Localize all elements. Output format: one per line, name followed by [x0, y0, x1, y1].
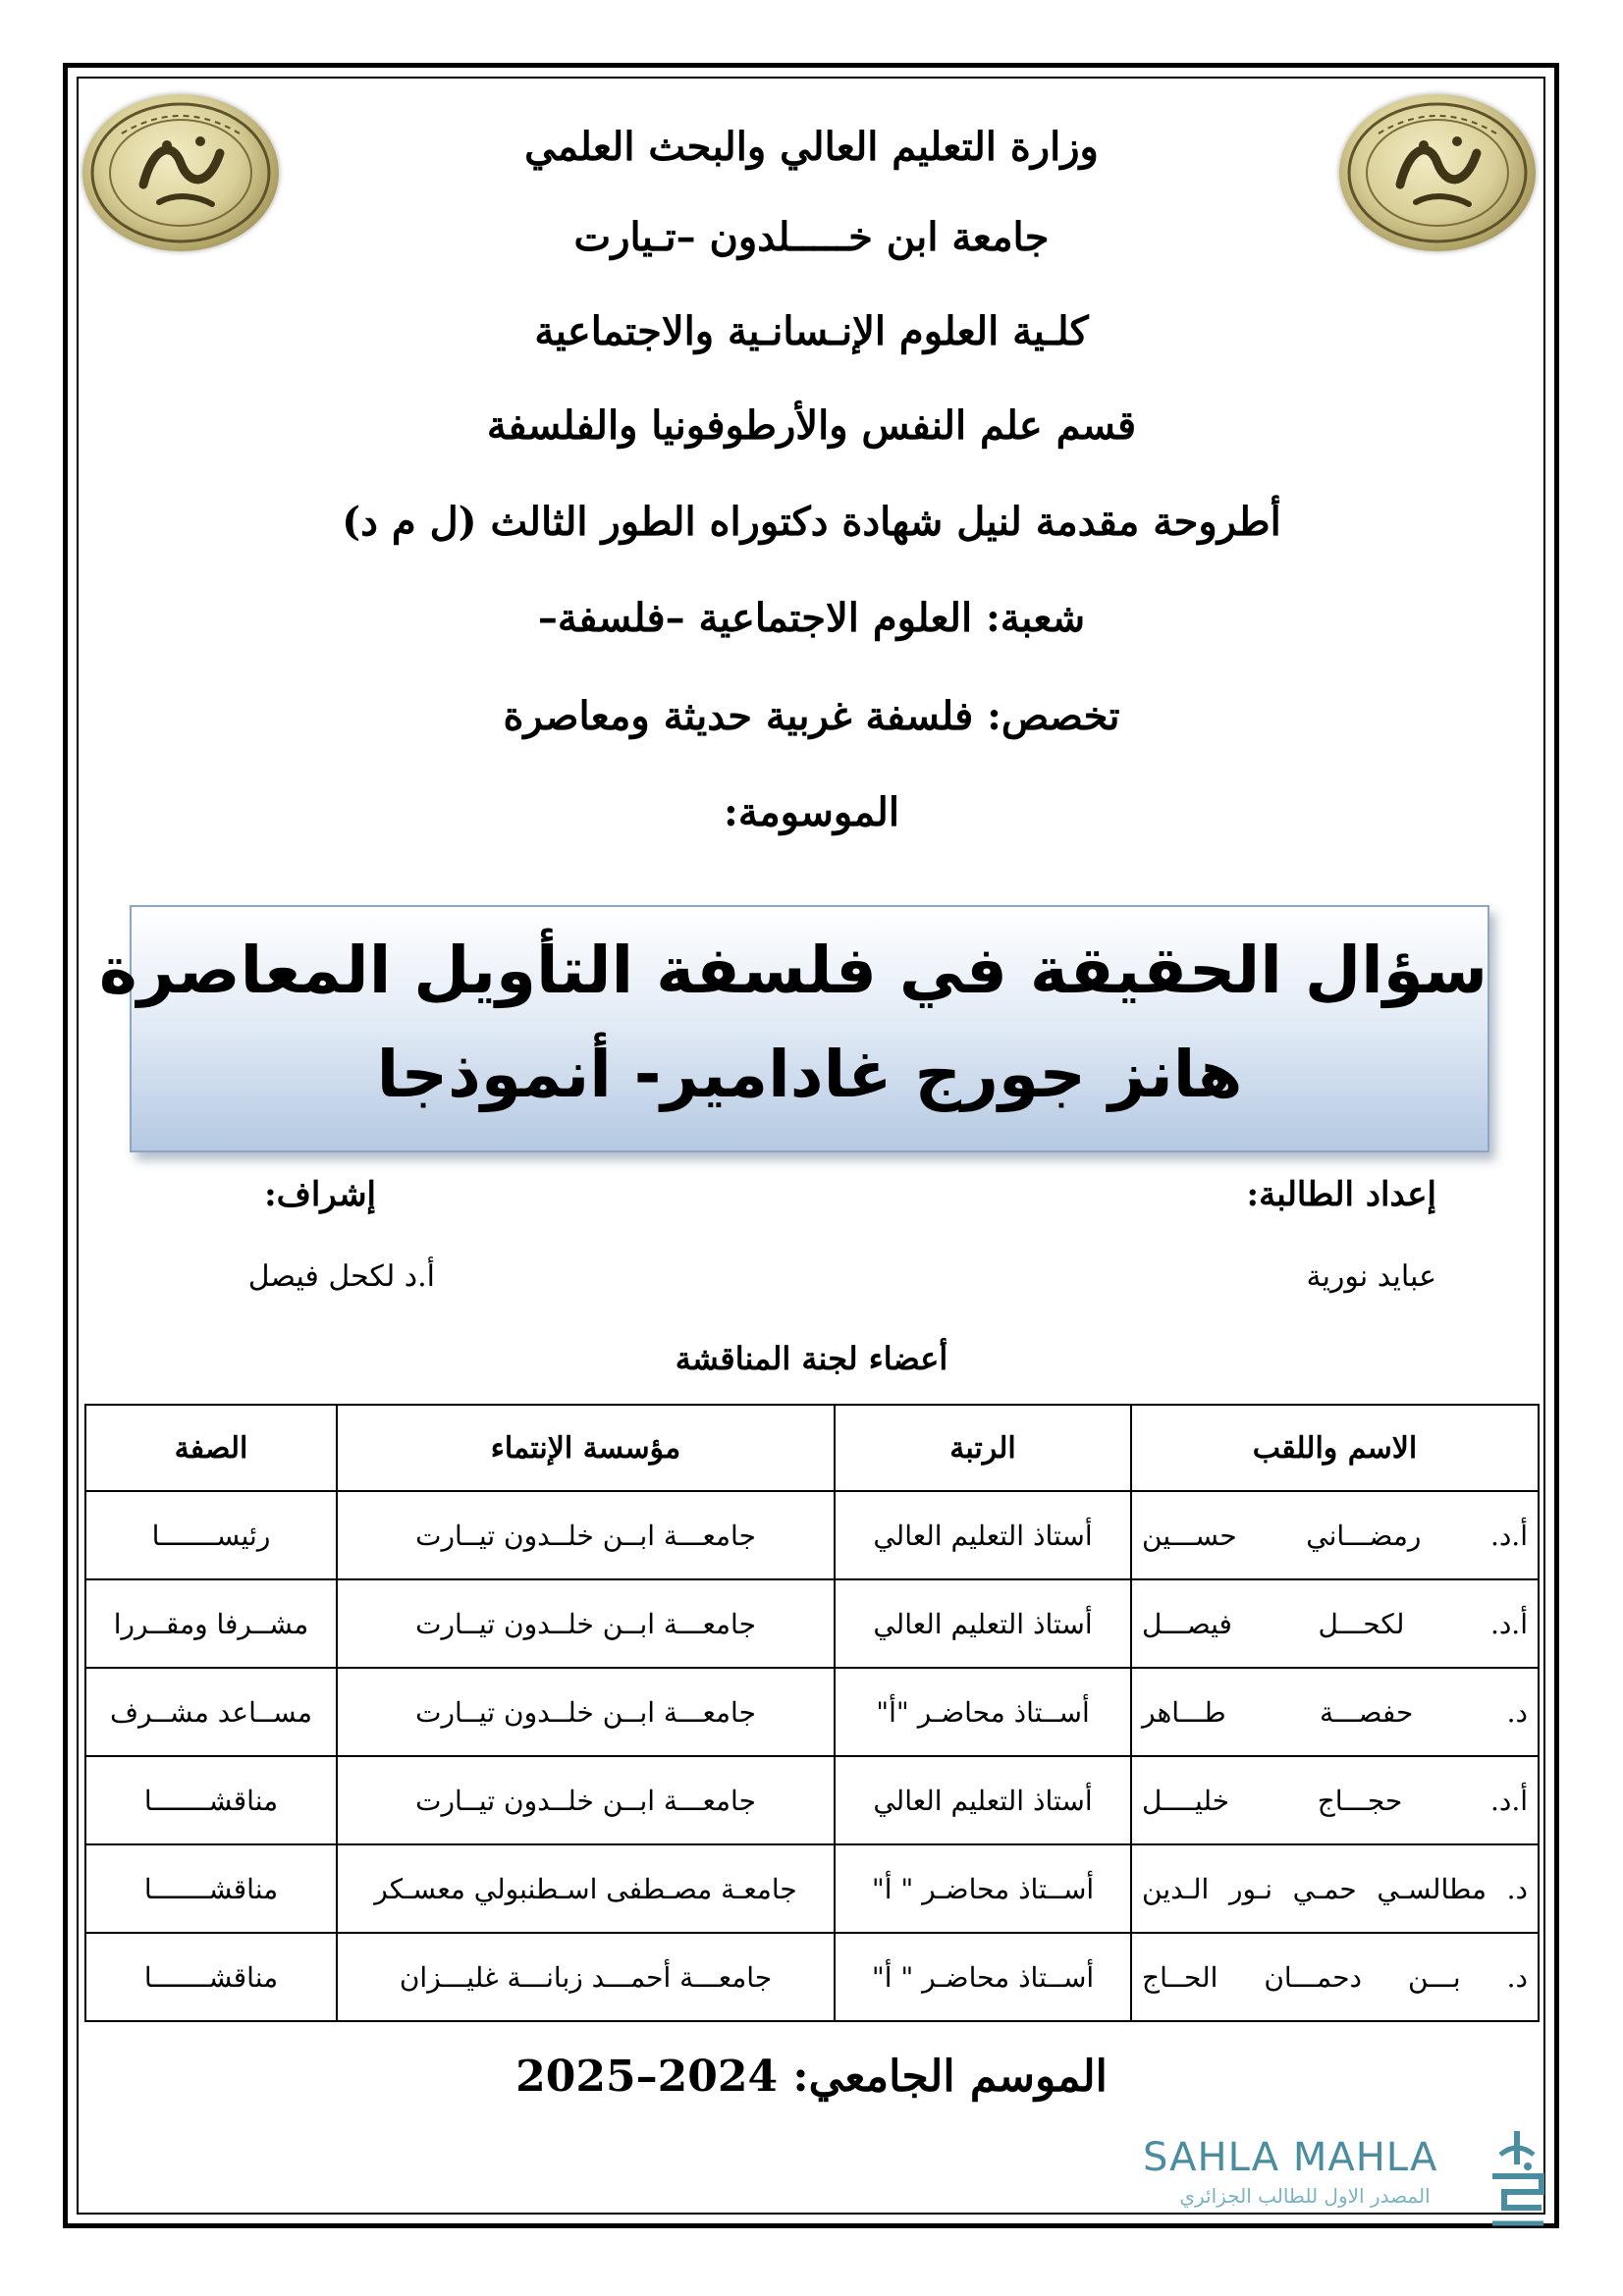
- column-header-name: الاسم واللقب: [1131, 1405, 1539, 1491]
- supervisor-label: إشراف:: [264, 1175, 376, 1214]
- branch: شعبة: العلوم الاجتماعية –فلسفة–: [537, 595, 1086, 641]
- thesis-title-line-2: هانز جورج غادامير- أنموذجا: [376, 1037, 1243, 1112]
- thesis-title-box: [98, 905, 1489, 1152]
- student-label: إعداد الطالبة:: [1246, 1175, 1436, 1214]
- specialty: تخصص: فلسفة غربية حديثة ومعاصرة: [503, 693, 1120, 739]
- table-row: [85, 1933, 1539, 2021]
- member-role: مناقشـــــــا: [85, 1844, 337, 1933]
- member-role: مناقشـــــــا: [85, 1756, 337, 1844]
- member-institution: جامعـــة ابــن خلــدون تيــارت: [337, 1579, 835, 1668]
- member-rank: أستاذ التعليم العالي: [835, 1579, 1131, 1668]
- watermark: [1129, 2135, 1561, 2233]
- member-role: مشــرفا ومقــررا: [85, 1579, 337, 1668]
- thesis-type: أطروحة مقدمة لنيل شهادة دكتوراه الطور الثالث (ل م د): [342, 499, 1281, 545]
- university-name: جامعة ابن خـــــلدون –تـيارت: [573, 214, 1050, 260]
- member-institution: جامعـــة ابــن خلــدون تيــارت: [337, 1756, 835, 1844]
- member-rank: أستاذ التعليم العالي: [835, 1756, 1131, 1844]
- table-row: [85, 1491, 1539, 1579]
- ministry-name: وزارة التعليم العالي والبحث العلمي: [524, 124, 1099, 170]
- academic-season: الموسم الجامعي: 2024–2025: [515, 2052, 1108, 2102]
- member-name: أ.د. رمضـــاني حســـين: [1131, 1491, 1539, 1579]
- watermark-tagline: المصدر الاول للطالب الجزائري: [1179, 2184, 1431, 2208]
- watermark-brand: SAHLA MAHLA: [1143, 2135, 1438, 2180]
- column-header-institution: مؤسسة الإنتماء: [337, 1405, 835, 1491]
- column-header-role: الصفة: [85, 1405, 337, 1491]
- column-header-rank: الرتبة: [835, 1405, 1131, 1491]
- committee-table: [84, 1404, 1540, 2022]
- member-name: د. مطالسـي حمـي نـور الـدين: [1131, 1844, 1539, 1933]
- table-header-row: [85, 1405, 1539, 1491]
- sahla-mahla-logo-icon: [1483, 2125, 1551, 2233]
- member-rank: أســتاذ محاضـر " أ": [835, 1933, 1131, 2021]
- thesis-title-line-1: سؤال الحقيقة في فلسفة التأويل المعاصرة: [98, 933, 1488, 1008]
- student-name: عبايد نورية: [1306, 1259, 1436, 1294]
- member-name: د. بـــن دحمـــان الحــاج: [1131, 1933, 1539, 2021]
- member-institution: جامعـة مصـطفى اسـطنبولي معسـكر: [337, 1844, 835, 1933]
- member-rank: أســتاذ محاضـر " أ": [835, 1844, 1131, 1933]
- faculty-name: كلـية العلوم الإنـسانـية والاجتماعية: [534, 308, 1089, 354]
- member-institution: جامعـــة ابــن خلــدون تيــارت: [337, 1491, 835, 1579]
- member-rank: أســتاذ محاضـر "أ": [835, 1668, 1131, 1756]
- member-role: مســاعد مشــرف: [85, 1668, 337, 1756]
- table-row: [85, 1668, 1539, 1756]
- supervisor-name: أ.د لكحل فيصل: [247, 1259, 435, 1294]
- member-name: أ.د. لكحـــل فيصـــل: [1131, 1579, 1539, 1668]
- department-name: قسم علم النفس والأرطوفونيا والفلسفة: [486, 402, 1137, 449]
- member-institution: جامعـــة ابــن خلــدون تيــارت: [337, 1668, 835, 1756]
- member-name: د. حفصـــة طـــاهر: [1131, 1668, 1539, 1756]
- member-role: رئيســـــــا: [85, 1491, 337, 1579]
- table-row: [85, 1844, 1539, 1933]
- member-name: أ.د. حجـــاج خليــــل: [1131, 1756, 1539, 1844]
- member-role: مناقشـــــــا: [85, 1933, 337, 2021]
- committee-title: أعضاء لجنة المناقشة: [675, 1340, 948, 1377]
- table-row: [85, 1756, 1539, 1844]
- entitled-label: الموسومة:: [724, 789, 899, 835]
- member-rank: أستاذ التعليم العالي: [835, 1491, 1131, 1579]
- table-row: [85, 1579, 1539, 1668]
- member-institution: جامعـــة أحمـــد زبانـــة غليـــزان: [337, 1933, 835, 2021]
